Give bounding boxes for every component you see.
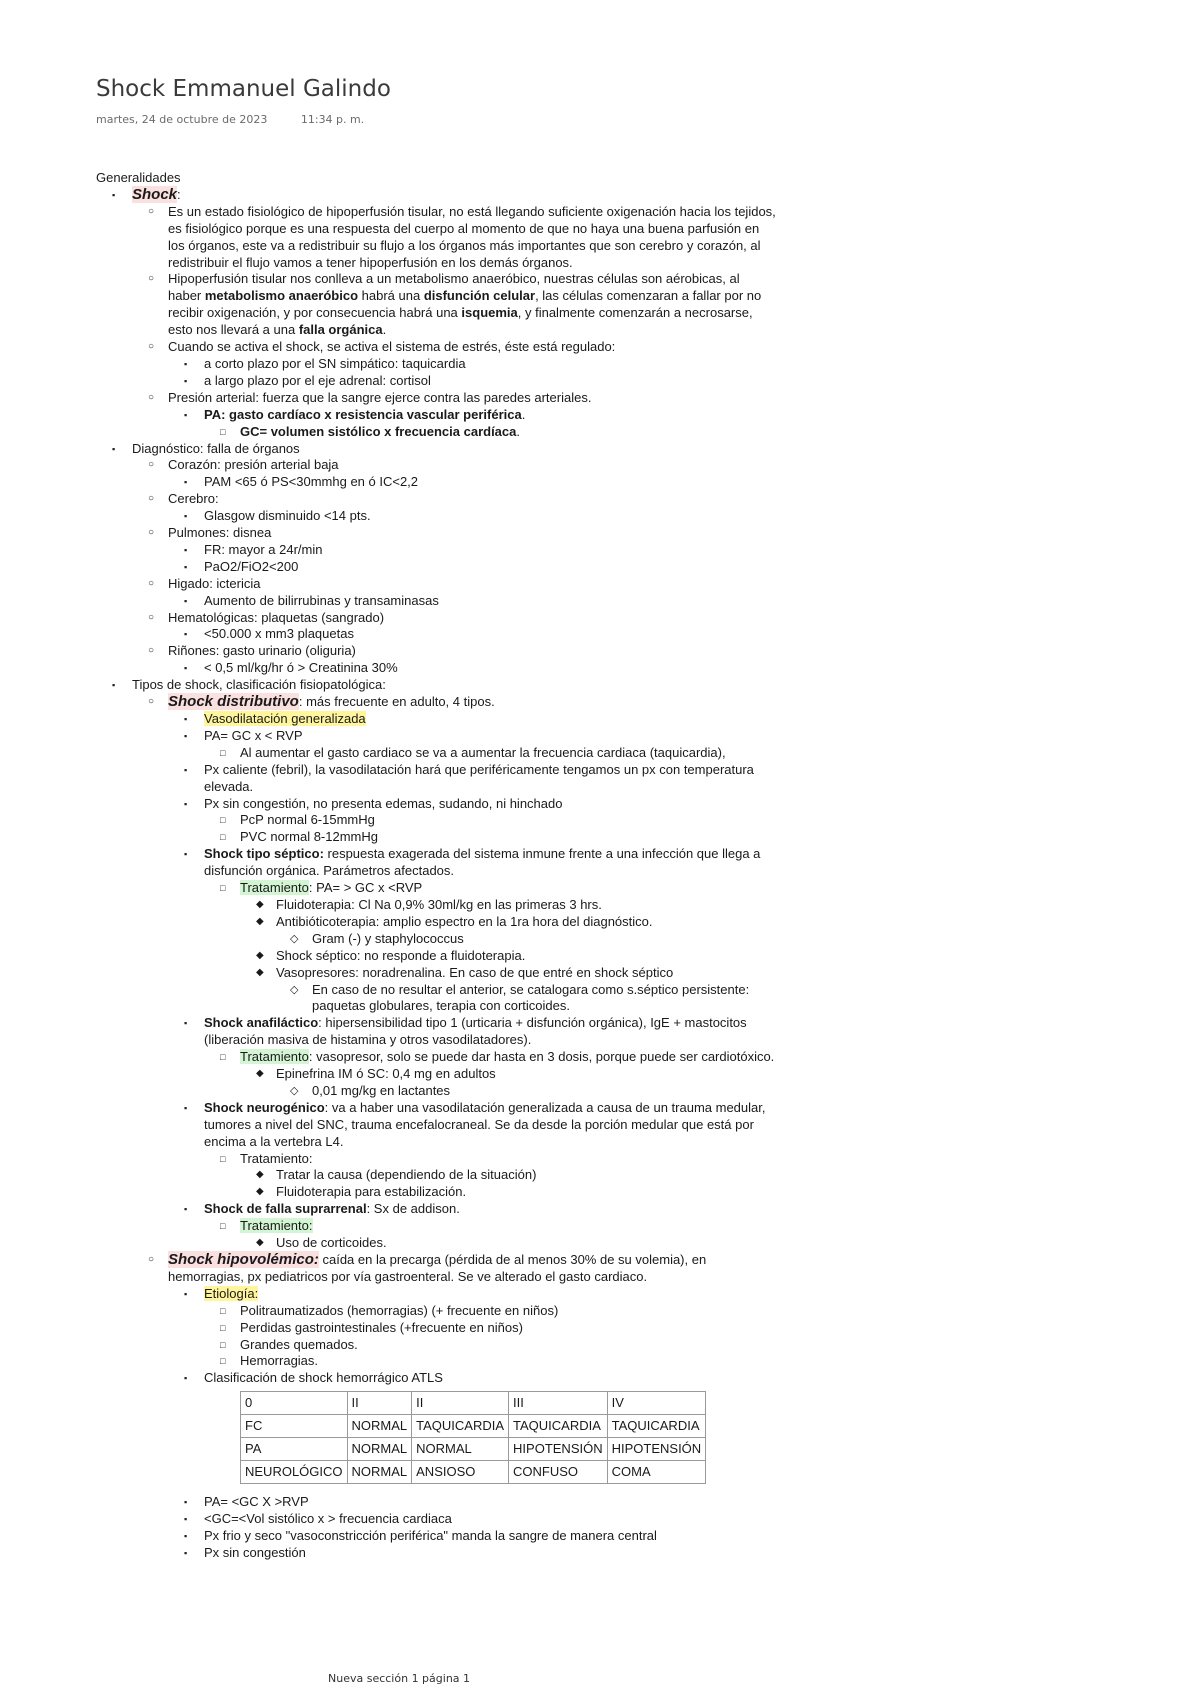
text: Es un estado fisiológico de hipoperfusión tisular, no está llegando suficiente oxigenación hacia los tejidos, es fisiológico porque es una respuesta del cuerpo al momento de que no haya una buena parfusión en los órganos, este va a redistribuir su flujo a los órganos más importantes que son cerebro y corazón, al redistribuir el flujo vamos a tener hipoperfusión en los demás órganos. bbox=[168, 203, 776, 270]
table-cell: TAQUICARDIA bbox=[509, 1415, 608, 1438]
bullet-box-icon: □ bbox=[220, 1322, 226, 1333]
list-item bbox=[148, 525, 776, 576]
text: Cuando se activa el shock, se activa el sistema de estrés, éste está regulado: bbox=[168, 339, 616, 355]
list-item bbox=[184, 1201, 776, 1252]
bold-text: disfunción celular bbox=[423, 288, 536, 304]
text: En caso de no resultar el anterior, se catalogara como s.séptico persistente: paquetas globulares, terapia con corticoides. bbox=[312, 981, 750, 1014]
bold-text: GC= volumen sistólico x frecuencia cardíaca bbox=[240, 423, 517, 439]
list-item bbox=[184, 406, 776, 441]
text: < 0,5 ml/kg/hr ó > Creatinina 30% bbox=[204, 660, 398, 676]
list-item bbox=[290, 930, 776, 948]
list-item bbox=[290, 1082, 776, 1100]
bold-text: Shock tipo séptico: bbox=[204, 846, 324, 862]
text: . bbox=[382, 322, 387, 338]
page-meta bbox=[96, 113, 364, 126]
bullet-square-icon: ▪ bbox=[184, 1102, 188, 1113]
bullet-square-icon: ▪ bbox=[112, 443, 116, 454]
bold-text: Shock anafiláctico bbox=[204, 1015, 319, 1031]
text: , las células comenzaran a fallar por no recibir oxigenación, y por consecuencia habrá una bbox=[168, 288, 762, 321]
bullet-square-icon: ▪ bbox=[184, 544, 188, 555]
bullet-circle-icon: ○ bbox=[148, 493, 155, 505]
list-item bbox=[220, 744, 776, 762]
list-level-1 bbox=[96, 187, 776, 1562]
list-item bbox=[220, 1319, 776, 1337]
bullet-square-icon: ▪ bbox=[184, 477, 188, 488]
list-level-3 bbox=[168, 1286, 776, 1562]
list-item bbox=[148, 491, 776, 525]
bold-text: isquemia bbox=[461, 305, 518, 321]
bullet-diamond-icon: ◆ bbox=[256, 1169, 264, 1181]
table-cell: NEUROLÓGICO bbox=[241, 1461, 348, 1484]
list-item bbox=[184, 761, 776, 796]
list-level-5 bbox=[240, 1235, 776, 1252]
bullet-circle-icon: ○ bbox=[148, 459, 155, 471]
text: a largo plazo por el eje adrenal: cortisol bbox=[204, 372, 431, 388]
list-item bbox=[184, 1528, 776, 1545]
list-level-3 bbox=[168, 542, 776, 576]
table-cell: CONFUSO bbox=[509, 1461, 608, 1484]
table-row bbox=[241, 1415, 706, 1438]
list-level-4 bbox=[204, 1049, 776, 1100]
text: Higado: ictericia bbox=[168, 575, 261, 591]
list-item bbox=[112, 677, 776, 1562]
text: Politraumatizados (hemorragias) (+ frecuente en niños) bbox=[240, 1302, 559, 1318]
list-item bbox=[220, 1049, 776, 1100]
text: Epinefrina IM ó SC: 0,4 mg en adultos bbox=[276, 1066, 496, 1082]
bullet-square-icon: ▪ bbox=[184, 849, 188, 860]
text: FR: mayor a 24r/min bbox=[204, 541, 323, 557]
bullet-square-icon: ▪ bbox=[184, 798, 188, 809]
bullet-square-icon: ▪ bbox=[184, 764, 188, 775]
table-row bbox=[241, 1392, 706, 1415]
list-item bbox=[184, 474, 776, 491]
text: Tipos de shock, clasificación fisiopatológica: bbox=[132, 677, 386, 693]
highlight-shock: Shock bbox=[132, 185, 178, 203]
text: PA= GC x < RVP bbox=[204, 727, 303, 743]
list-item bbox=[184, 355, 776, 373]
list-item bbox=[184, 592, 776, 610]
text: respuesta exagerada del sistema inmune frente a una infección que llega a disfunción orgánica. Parámetros afectados. bbox=[204, 846, 761, 879]
table-row bbox=[241, 1461, 706, 1484]
bullet-square-icon: ▪ bbox=[184, 714, 188, 724]
text: Grandes quemados. bbox=[240, 1336, 358, 1352]
bold-text: Shock de falla suprarrenal bbox=[204, 1201, 367, 1217]
bold-text: metabolismo anaeróbico bbox=[204, 288, 359, 304]
bullet-square-icon: ▪ bbox=[184, 511, 188, 522]
text: PA= <GC X >RVP bbox=[204, 1494, 309, 1510]
bullet-box-icon: □ bbox=[220, 1305, 226, 1316]
table-row bbox=[241, 1438, 706, 1461]
page-date: martes, 24 de octubre de 2023 bbox=[96, 113, 268, 126]
text: Gram (-) y staphylococcus bbox=[312, 930, 464, 946]
list-item bbox=[148, 271, 776, 339]
list-item bbox=[112, 185, 776, 441]
text: : vasopresor, solo se puede dar hasta en 3 dosis, porque puede ser cardiotóxico. bbox=[308, 1049, 775, 1065]
highlight-text: Tratamiento bbox=[240, 1049, 309, 1065]
text: Hemorragias. bbox=[240, 1353, 319, 1369]
bullet-box-icon: □ bbox=[220, 815, 226, 826]
bullet-square-icon: ▪ bbox=[112, 680, 116, 691]
list-item bbox=[148, 1251, 776, 1562]
table-cell: HIPOTENSIÓN bbox=[607, 1438, 706, 1461]
bullet-box-icon: □ bbox=[220, 747, 226, 758]
bold-text: falla orgánica bbox=[298, 322, 383, 338]
bullet-diamond-icon: ◆ bbox=[256, 1237, 264, 1249]
list-item bbox=[256, 913, 776, 948]
text: PAM <65 ó PS<30mmhg en ó IC<2,2 bbox=[204, 474, 419, 490]
bullet-diamond-icon: ◆ bbox=[256, 966, 264, 978]
list-item bbox=[256, 896, 776, 914]
bullet-box-icon: □ bbox=[220, 883, 226, 894]
bullet-box-icon: □ bbox=[220, 1221, 226, 1232]
list-item bbox=[220, 1302, 776, 1320]
text: habrá una bbox=[358, 288, 424, 304]
text: : más frecuente en adulto, 4 tipos. bbox=[298, 694, 495, 710]
bullet-diamond-icon: ◆ bbox=[256, 1068, 264, 1080]
bullet-box-icon: □ bbox=[220, 1052, 226, 1063]
table-cell: ANSIOSO bbox=[412, 1461, 509, 1484]
list-item bbox=[148, 389, 776, 441]
bullet-square-icon: ▪ bbox=[184, 1497, 188, 1508]
text: . bbox=[521, 406, 526, 422]
bullet-box-icon: □ bbox=[220, 1356, 226, 1367]
list-item bbox=[148, 203, 776, 272]
text: Antibióticoterapia: amplio espectro en la 1ra hora del diagnóstico. bbox=[276, 913, 653, 929]
text: : bbox=[177, 186, 181, 202]
text: Perdidas gastrointestinales (+frecuente en niños) bbox=[240, 1319, 523, 1335]
list-item bbox=[184, 795, 776, 847]
bold-text: PA: gasto cardíaco x resistencia vascular periférica bbox=[204, 406, 522, 422]
list-item bbox=[184, 1544, 776, 1562]
list-item bbox=[256, 1235, 776, 1252]
list-item bbox=[256, 1167, 776, 1184]
list-item bbox=[256, 964, 776, 1016]
bullet-square-icon: ▪ bbox=[184, 561, 188, 572]
text: Pulmones: disnea bbox=[168, 525, 272, 541]
list-level-3 bbox=[168, 626, 776, 643]
list-item bbox=[220, 880, 776, 1015]
text: Px sin congestión bbox=[204, 1544, 306, 1560]
text: Presión arterial: fuerza que la sangre ejerce contra las paredes arteriales. bbox=[168, 389, 592, 405]
list-item bbox=[148, 643, 776, 677]
table-cell: TAQUICARDIA bbox=[412, 1415, 509, 1438]
list-item bbox=[184, 508, 776, 525]
page-footer: Nueva sección 1 página 1 bbox=[328, 1672, 471, 1685]
list-item bbox=[148, 457, 776, 491]
list-item bbox=[256, 1184, 776, 1201]
text: Hematológicas: plaquetas (sangrado) bbox=[168, 609, 385, 625]
bullet-square-icon: ▪ bbox=[184, 629, 188, 640]
list-item bbox=[256, 947, 776, 965]
highlight-text: Tratamiento: bbox=[240, 1218, 313, 1234]
list-level-2 bbox=[132, 694, 776, 1562]
list-level-4 bbox=[204, 1303, 776, 1371]
text: Clasificación de shock hemorrágico ATLS bbox=[204, 1370, 443, 1386]
bullet-square-icon: ▪ bbox=[112, 189, 116, 200]
bullet-square-icon: ▪ bbox=[184, 1018, 188, 1029]
page-time: 11:34 p. m. bbox=[300, 113, 365, 126]
bullet-square-icon: ▪ bbox=[184, 1514, 188, 1525]
list-item bbox=[184, 1099, 776, 1201]
list-item bbox=[220, 423, 776, 441]
bullet-circle-icon: ○ bbox=[148, 391, 155, 403]
list-level-3 bbox=[168, 660, 776, 677]
highlight-shock-hipovolemico: Shock hipovolémico: bbox=[168, 1251, 319, 1268]
list-item bbox=[148, 609, 776, 644]
text: Diagnóstico: falla de órganos bbox=[132, 440, 300, 456]
table-cell: TAQUICARDIA bbox=[607, 1415, 706, 1438]
bullet-square-icon: ▪ bbox=[184, 1373, 188, 1384]
table-cell: IV bbox=[607, 1392, 706, 1415]
bullet-square-icon: ▪ bbox=[184, 730, 188, 741]
note-body bbox=[96, 170, 776, 1562]
text: PVC normal 8-12mmHg bbox=[240, 829, 378, 845]
text: : hipersensibilidad tipo 1 (urticaria + disfunción orgánica), IgE + mastocitos (liberación masiva de histamina y otros vasodilatadores). bbox=[204, 1015, 747, 1048]
text: Tratar la causa (dependiendo de la situación) bbox=[276, 1167, 537, 1183]
bullet-square-icon: ▪ bbox=[184, 1531, 188, 1542]
bullet-diamond-outline-icon: ◇ bbox=[290, 932, 299, 945]
list-item bbox=[148, 575, 776, 610]
text: Shock séptico: no responde a fluidoterapia. bbox=[276, 947, 526, 963]
list-item bbox=[184, 660, 776, 677]
table-cell: NORMAL bbox=[347, 1415, 412, 1438]
list-level-3 bbox=[168, 356, 776, 390]
bullet-box-icon: □ bbox=[220, 1339, 226, 1350]
text: Px caliente (febril), la vasodilatación hará que periféricamente tengamos un px con temperatura elevada. bbox=[204, 761, 754, 794]
table-cell: II bbox=[412, 1392, 509, 1415]
list-item bbox=[184, 727, 776, 762]
text: : PA= > GC x <RVP bbox=[308, 880, 423, 896]
list-level-6 bbox=[276, 931, 776, 948]
text: caída en la precarga (pérdida de al menos 30% de su volemia), en hemorragias, px pediatricos por vía gastroenteral. Se ve alterado el gasto cardiaco. bbox=[168, 1252, 707, 1284]
section-heading: Generalidades bbox=[96, 170, 181, 185]
bullet-box-icon: □ bbox=[220, 832, 226, 843]
list-item bbox=[290, 981, 776, 1016]
list-level-5 bbox=[240, 1167, 776, 1201]
list-item bbox=[184, 1285, 776, 1371]
text: Fluidoterapia para estabilización. bbox=[276, 1184, 467, 1200]
highlight-text: Etiología: bbox=[204, 1285, 259, 1301]
bullet-square-icon: ▪ bbox=[184, 595, 188, 606]
bullet-square-icon: ▪ bbox=[184, 375, 188, 386]
text: Glasgow disminuido <14 pts. bbox=[204, 508, 371, 524]
bullet-square-icon: ▪ bbox=[184, 663, 188, 674]
text: Px frio y seco "vasoconstricción periférica" manda la sangre de manera central bbox=[204, 1528, 657, 1544]
highlight-text: Vasodilatación generalizada bbox=[204, 711, 366, 726]
list-item bbox=[184, 541, 776, 559]
atls-table bbox=[240, 1391, 706, 1484]
table-cell: NORMAL bbox=[347, 1438, 412, 1461]
list-level-4 bbox=[204, 424, 776, 441]
table-cell: NORMAL bbox=[412, 1438, 509, 1461]
list-item bbox=[184, 1511, 776, 1528]
list-item bbox=[148, 693, 776, 1252]
table-cell: HIPOTENSIÓN bbox=[509, 1438, 608, 1461]
text: Tratamiento: bbox=[240, 1150, 313, 1166]
text: Uso de corticoides. bbox=[276, 1235, 387, 1251]
text: Fluidoterapia: Cl Na 0,9% 30ml/kg en las primeras 3 hrs. bbox=[276, 896, 602, 912]
text: Aumento de bilirrubinas y transaminasas bbox=[204, 592, 439, 608]
list-item bbox=[184, 372, 776, 390]
bullet-diamond-outline-icon: ◇ bbox=[290, 983, 299, 996]
list-level-6 bbox=[276, 1083, 776, 1100]
list-item bbox=[184, 846, 776, 1015]
bullet-square-icon: ▪ bbox=[184, 358, 188, 369]
table-cell: NORMAL bbox=[347, 1461, 412, 1484]
list-item bbox=[220, 829, 776, 846]
list-item bbox=[220, 1150, 776, 1202]
highlight-shock-distributivo: Shock distributivo bbox=[168, 693, 299, 711]
bullet-circle-icon: ○ bbox=[148, 577, 155, 589]
list-level-3 bbox=[168, 474, 776, 491]
text: , y finalmente comenzarán a necrosarse, esto nos llevará a una bbox=[168, 305, 753, 338]
bullet-circle-icon: ○ bbox=[148, 527, 155, 539]
list-item bbox=[184, 558, 776, 576]
text: Corazón: presión arterial baja bbox=[168, 457, 339, 473]
bullet-square-icon: ▪ bbox=[184, 409, 188, 420]
list-item bbox=[112, 440, 776, 678]
text: : va a haber una vasodilatación generalizada a causa de un trauma medular, tumores a nivel del SNC, trauma encefalocraneal. Se da desde la porción medular que está por encima a la vertebra L4. bbox=[204, 1099, 766, 1149]
highlight-text: Tratamiento bbox=[240, 880, 309, 896]
bullet-diamond-icon: ◆ bbox=[256, 1186, 264, 1198]
bullet-diamond-icon: ◆ bbox=[256, 949, 264, 961]
bullet-circle-icon: ○ bbox=[148, 205, 155, 217]
list-item bbox=[220, 1336, 776, 1354]
list-level-3 bbox=[168, 711, 776, 1252]
bullet-diamond-outline-icon: ◇ bbox=[290, 1084, 299, 1097]
bullet-circle-icon: ○ bbox=[148, 696, 155, 708]
table-cell: III bbox=[509, 1392, 608, 1415]
table-cell: PA bbox=[241, 1438, 348, 1461]
bullet-diamond-icon: ◆ bbox=[256, 898, 264, 910]
list-item bbox=[220, 1218, 776, 1252]
list-item bbox=[184, 1015, 776, 1100]
list-level-2 bbox=[132, 204, 776, 441]
bullet-circle-icon: ○ bbox=[148, 341, 155, 353]
text: 0,01 mg/kg en lactantes bbox=[312, 1082, 451, 1098]
list-level-4 bbox=[204, 1151, 776, 1202]
list-item bbox=[256, 1066, 776, 1100]
text: <GC=<Vol sistólico x > frecuencia cardiaca bbox=[204, 1511, 452, 1527]
bullet-circle-icon: ○ bbox=[148, 645, 155, 657]
page-title: Shock Emmanuel Galindo bbox=[96, 76, 391, 102]
bullet-diamond-icon: ◆ bbox=[256, 915, 264, 927]
table-cell: COMA bbox=[607, 1461, 706, 1484]
bullet-square-icon: ▪ bbox=[184, 1288, 188, 1299]
list-item bbox=[184, 1370, 776, 1484]
list-item bbox=[220, 1353, 776, 1370]
table-cell: II bbox=[347, 1392, 412, 1415]
bold-text: Shock neurogénico bbox=[204, 1099, 325, 1115]
text: <50.000 x mm3 plaquetas bbox=[204, 626, 354, 642]
list-level-5 bbox=[240, 897, 776, 1015]
text: Riñones: gasto urinario (oliguria) bbox=[168, 643, 356, 659]
text: a corto plazo por el SN simpático: taquicardia bbox=[204, 355, 466, 371]
bullet-box-icon: □ bbox=[220, 426, 226, 437]
bullet-circle-icon: ○ bbox=[148, 611, 155, 623]
table-cell: 0 bbox=[241, 1392, 348, 1415]
list-item bbox=[220, 812, 776, 829]
bullet-circle-icon: ○ bbox=[148, 1254, 155, 1265]
list-item bbox=[184, 711, 776, 728]
list-level-4 bbox=[204, 1218, 776, 1252]
bullet-box-icon: □ bbox=[220, 1153, 226, 1164]
list-level-6 bbox=[276, 982, 776, 1016]
table-cell: FC bbox=[241, 1415, 348, 1438]
list-level-4 bbox=[204, 880, 776, 1015]
list-level-3 bbox=[168, 508, 776, 525]
list-level-5 bbox=[240, 1066, 776, 1100]
list-item bbox=[148, 339, 776, 390]
text: Px sin congestión, no presenta edemas, sudando, ni hinchado bbox=[204, 795, 563, 811]
list-level-3 bbox=[168, 593, 776, 610]
list-item bbox=[184, 1494, 776, 1511]
bullet-square-icon: ▪ bbox=[184, 1204, 188, 1215]
text: : Sx de addison. bbox=[366, 1201, 460, 1217]
text: . bbox=[516, 423, 520, 439]
list-level-4 bbox=[204, 812, 776, 846]
bullet-square-icon: ▪ bbox=[184, 1547, 188, 1558]
text: Vasopresores: noradrenalina. En caso de que entré en shock séptico bbox=[276, 964, 674, 980]
text: PaO2/FiO2<200 bbox=[204, 558, 299, 574]
list-level-3 bbox=[168, 407, 776, 441]
list-level-2 bbox=[132, 457, 776, 677]
list-level-4 bbox=[204, 745, 776, 762]
text: PcP normal 6-15mmHg bbox=[240, 812, 375, 828]
text: Hipoperfusión tisular nos conlleva a un metabolismo anaeróbico, nuestras células son aérobicas, al haber bbox=[168, 271, 740, 304]
text: Cerebro: bbox=[168, 491, 219, 507]
text: Al aumentar el gasto cardiaco se va a aumentar la frecuencia cardiaca (taquicardia), bbox=[240, 744, 726, 760]
list-item bbox=[184, 626, 776, 643]
bullet-circle-icon: ○ bbox=[148, 273, 155, 285]
